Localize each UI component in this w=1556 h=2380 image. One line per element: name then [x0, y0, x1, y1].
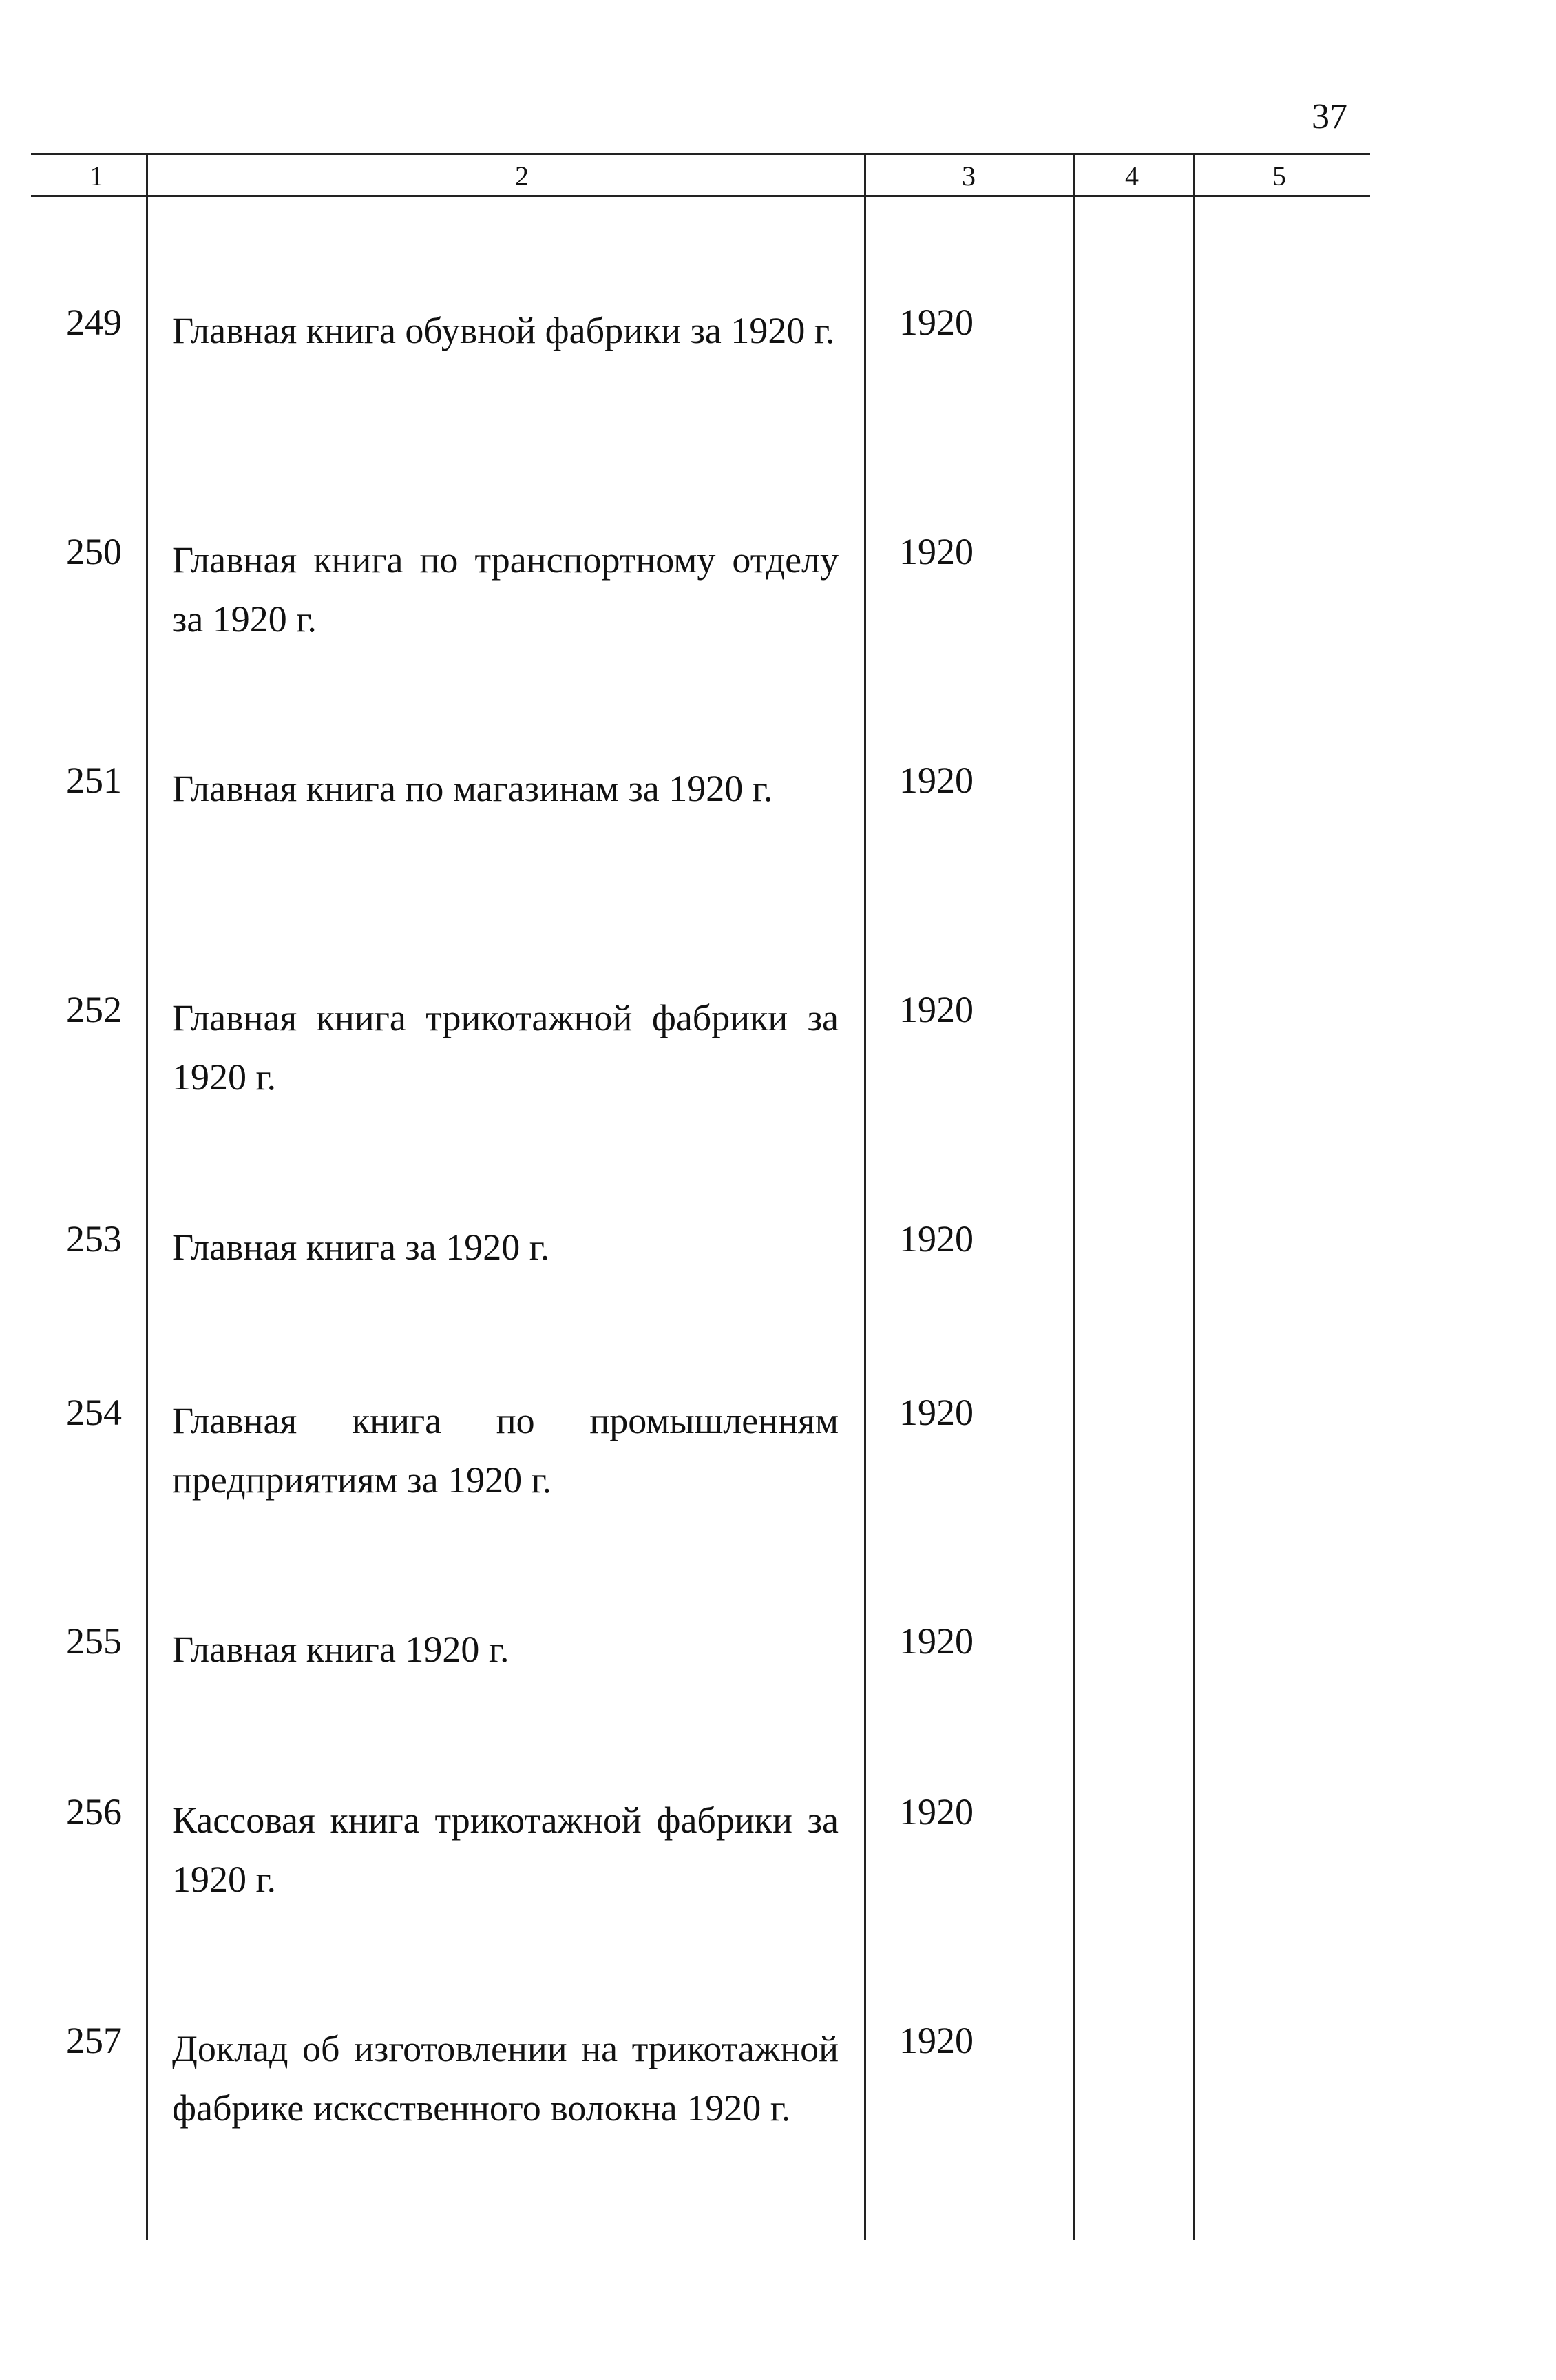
entry-year: 1920 [899, 760, 974, 801]
entry-title: Главная книга по промышленням предприятиям за 1920 г. [172, 1400, 839, 1501]
table-row [0, 1391, 1556, 1598]
entry-number: 249 [66, 302, 122, 343]
column-number-3: 3 [962, 160, 976, 191]
entry-year: 1920 [899, 1392, 974, 1433]
entry-title: Кассовая книга трикотажной фабрики за 1920 г. [172, 1799, 839, 1900]
entry-year: 1920 [899, 531, 974, 572]
table-row [0, 2019, 1556, 2226]
entry-title: Главная книга трикотажной фабрики за 1920 г. [172, 997, 839, 1098]
column-number-4: 4 [1125, 160, 1139, 191]
entry-title: Главная книга по магазинам за 1920 г. [172, 768, 773, 809]
entry-year: 1920 [899, 1620, 974, 1662]
entry-number: 254 [66, 1392, 122, 1433]
entry-number: 253 [66, 1218, 122, 1260]
entry-year: 1920 [899, 2020, 974, 2061]
page-number: 37 [1312, 97, 1347, 136]
entry-title: Главная книга обувной фабрики за 1920 г. [172, 310, 835, 351]
entry-number: 256 [66, 1791, 122, 1833]
entry-year: 1920 [899, 1791, 974, 1833]
entry-number: 252 [66, 989, 122, 1030]
table-row [0, 759, 1556, 965]
entry-number: 251 [66, 760, 122, 801]
entry-year: 1920 [899, 989, 974, 1030]
entry-title: Доклад об изготовлении на трикотажной фабрике исксственного волокна 1920 г. [172, 2028, 839, 2129]
entry-number: 255 [66, 1620, 122, 1662]
entry-title: Главная книга 1920 г. [172, 1629, 509, 1670]
table-row [0, 530, 1556, 737]
column-number-1: 1 [90, 160, 103, 191]
column-number-5: 5 [1272, 160, 1286, 191]
table-row [0, 988, 1556, 1195]
entry-year: 1920 [899, 1218, 974, 1260]
entry-number: 250 [66, 531, 122, 572]
table-row [0, 1791, 1556, 1997]
table-row [0, 301, 1556, 508]
header-bottom-rule [31, 195, 1370, 197]
column-number-2: 2 [515, 160, 529, 191]
entry-number: 257 [66, 2020, 122, 2061]
entry-title: Главная книга по транспортному отделу за 1920 г. [172, 539, 839, 640]
entry-title: Главная книга за 1920 г. [172, 1226, 550, 1268]
entry-year: 1920 [899, 302, 974, 343]
header-top-rule [31, 153, 1370, 155]
